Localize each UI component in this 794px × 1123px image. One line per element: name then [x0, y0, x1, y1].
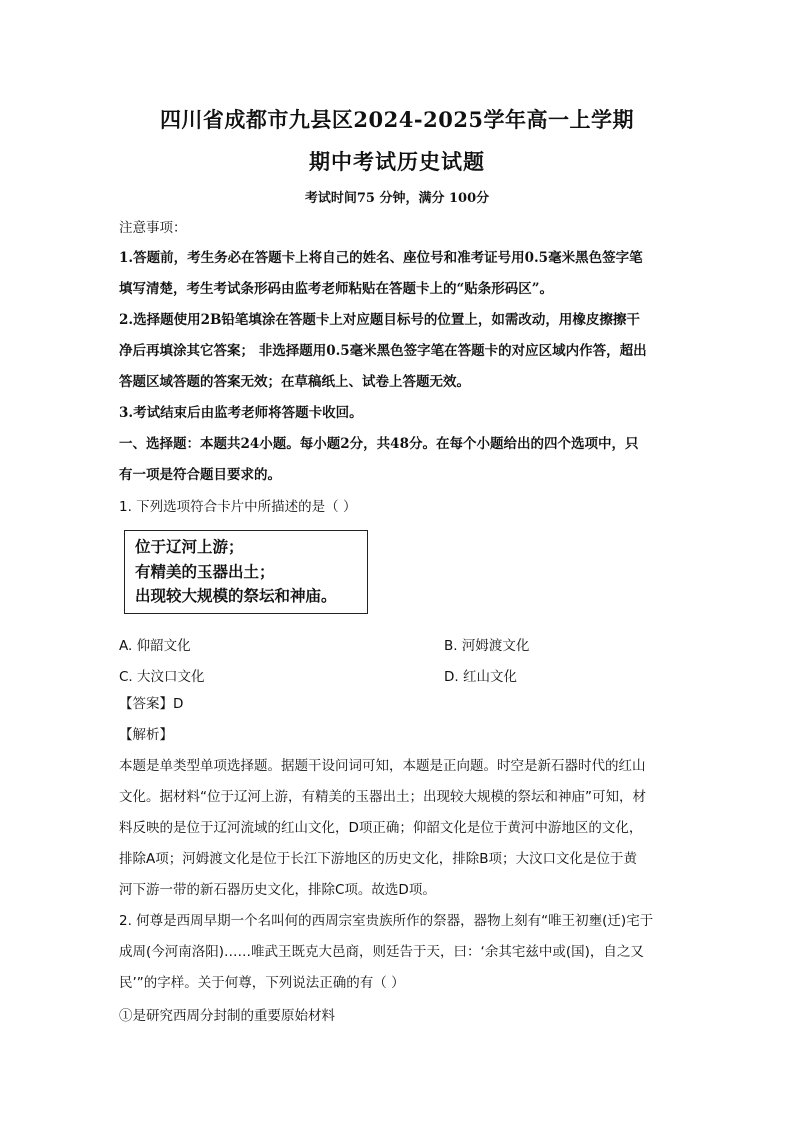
option-c: C. 大汶口文化 [119, 669, 205, 685]
question-1-analysis-heading: 【解析】 [119, 727, 173, 743]
question-2-statement: ①是研究西周分封制的重要原始材料 [119, 1008, 335, 1024]
option-a: A. 仰韶文化 [119, 638, 191, 654]
question-1-card [124, 530, 368, 614]
analysis-line: 本题是单类型单项选择题。据题干设问词可知，本题是正向题。时空是新石器时代的红山 [119, 758, 646, 774]
section-heading: 一、选择题：本题共24小题。每小题2分，共48分。在每个小题给出的四个选项中，只 [119, 436, 639, 452]
option-d: D. 红山文化 [444, 669, 517, 685]
analysis-line: 文化。据材料“位于辽河上游，有精美的玉器出土；出现较大规模的祭坛和神庙”可知，材 [119, 789, 646, 805]
card-line: 出现较大规模的祭坛和神庙。 [135, 587, 337, 605]
page-title: 四川省成都市九县区2024-2025学年高一上学期 [159, 107, 635, 132]
card-line: 有精美的玉器出土； [135, 562, 275, 581]
note-line: 1.答题前，考生务必在答题卡上将自己的姓名、座位号和准考证号用0.5毫米黑色签字笔 [119, 250, 643, 266]
exam-info: 考试时间75 分钟，满分 100分 [304, 191, 490, 206]
question-1-answer: 【答案】D [119, 696, 184, 712]
note-line: 净后再填涂其它答案； 非选择题用0.5毫米黑色签字笔在答题卡的对应区域内作答，超出 [119, 343, 647, 359]
question-1-stem: 1. 下列选项符合卡片中所描述的是（ ） [119, 499, 357, 515]
question-2-line: 2. 何尊是西周早期一个名叫何的西周宗室贵族所作的祭器，器物上刻有“唯王初壅(迁)宅于 [119, 913, 654, 929]
analysis-line: 河下游一带的新石器历史文化，排除C项。故选D项。 [119, 882, 436, 898]
analysis-line: 料反映的是位于辽河流域的红山文化，D项正确；仰韶文化是位于黄河中游地区的文化， [119, 820, 643, 836]
note-line: 2.选择题使用2B铅笔填涂在答题卡上对应题目标号的位置上，如需改动，用橡皮擦擦干 [119, 312, 640, 328]
note-line: 答题区域答题的答案无效；在草稿纸上、试卷上答题无效。 [119, 374, 470, 390]
page-subtitle: 期中考试历史试题 [309, 149, 485, 174]
note-line: 3.考试结束后由监考老师将答题卡收回。 [119, 405, 363, 421]
card-line: 位于辽河上游； [135, 538, 244, 556]
note-line: 填写清楚，考生考试条形码由监考老师粘贴在答题卡上的“贴条形码区”。 [119, 281, 554, 297]
question-2-line: 民’”的字样。关于何尊，下列说法正确的有（ ） [119, 975, 405, 991]
notes-heading: 注意事项： [119, 220, 187, 236]
question-2-line: 成周(今河南洛阳)……唯武王既克大邑商，则廷告于天，曰：‘余其宅兹中或(国)，自之又 [119, 944, 644, 960]
analysis-line: 排除A项；河姆渡文化是位于长江下游地区的历史文化，排除B项；大汶口文化是位于黄 [119, 851, 637, 867]
option-b: B. 河姆渡文化 [444, 638, 530, 654]
section-heading-cont: 有一项是符合题目要求的。 [119, 467, 281, 483]
